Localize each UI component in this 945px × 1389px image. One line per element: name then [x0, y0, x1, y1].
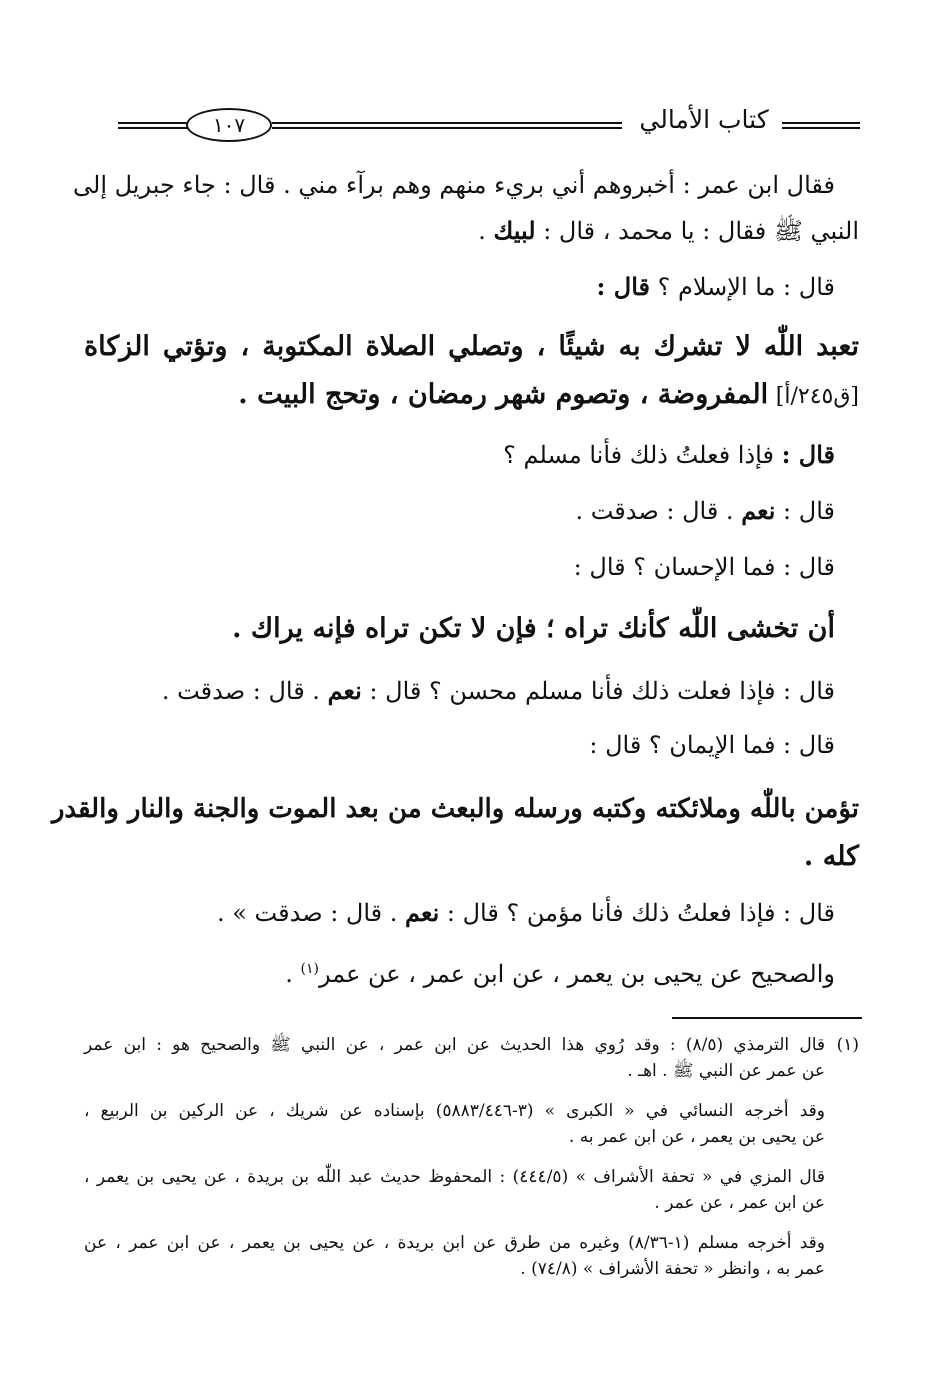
footnote-line-8: عمر به ، وانظر « تحفة الأشراف » (٧٤/٨) . [520, 1259, 825, 1279]
body-line-1: فقال ابن عمر : أخبروهم أني بريء منهم وهم برآء مني . قال : جاء جبريل إلى [73, 171, 835, 199]
footnote-marker: (١) [300, 961, 319, 977]
body-line-9-bold: أن تخشى اللّٰه كأنك تراه ؛ فإن لا تكن تراه فإنه يراك . [232, 613, 835, 644]
body-line-2: النبي ﷺ فقال : يا محمد ، قال : لبيك . [478, 216, 859, 245]
body-line-14: قال : فإذا فعلتُ ذلك فأنا مؤمن ؟ قال : نعم . قال : صدقت » . [216, 898, 835, 927]
footnote-line-7: وقد أخرجه مسلم (١-٨/٣٦) وغيره من طرق عن ابن بريدة ، عن يحيى بن يعمر ، عن ابن عمر ، عن [84, 1233, 825, 1253]
footnote-number: (١) [836, 1035, 859, 1055]
body-line-15: والصحيح عن يحيى بن يعمر ، عن ابن عمر ، عن عمر$^{(١)}$ . [285, 960, 835, 988]
footnote-line-1: قال الترمذي (٨/٥) : وقد رُوي هذا الحديث عن ابن عمر ، عن النبي ﷺ والصحيح هو : ابن عمر [84, 1035, 825, 1055]
body-line-11: قال : فما الإيمان ؟ قال : [589, 731, 835, 759]
body-line-4-bold: تعبد اللّٰه لا تشرك به شيئًا ، وتصلي الصلاة المكتوبة ، وتؤتي الزكاة [84, 331, 859, 362]
footnote-separator [672, 1017, 862, 1019]
footnote-line-4: عن يحيى بن يعمر ، عن ابن عمر به . [568, 1127, 825, 1147]
header-rule-left [118, 122, 188, 129]
running-title: كتاب الأمالي [639, 105, 769, 134]
body-line-7: قال : نعم . قال : صدقت . [575, 496, 835, 525]
manuscript-ref: [ق٢٤٥/أ] [775, 384, 859, 409]
header-rule-right [782, 122, 860, 129]
footnote-line-6: عن ابن عمر ، عن عمر . [654, 1193, 825, 1213]
body-line-3: قال : ما الإسلام ؟ قال : [596, 272, 835, 301]
body-line-13-bold: كله . [803, 841, 859, 872]
header-rule-middle [272, 122, 622, 129]
footnote-line-3: وقد أخرجه النسائي في « الكبرى » (٣-٥٨٨٣/٤٤٦) بإسناده عن شريك ، عن الركين بن الربيع ، [84, 1101, 825, 1121]
body-line-12-bold: تؤمن باللّٰه وملائكته وكتبه ورسله والبعث من بعد الموت والجنة والنار والقدر [51, 794, 859, 824]
body-line-10: قال : فإذا فعلت ذلك فأنا مسلم محسن ؟ قال : نعم . قال : صدقت . [161, 676, 835, 705]
page-number: ١٠٧ [186, 108, 272, 142]
body-line-5: [ق٢٤٥/أ] المفروضة ، وتصوم شهر رمضان ، وتحج البيت . [238, 379, 859, 410]
footnote-line-5: قال المزي في « تحفة الأشراف » (٤٤٤/٥) : المحفوظ حديث عبد اللّٰه بن بريدة ، عن يحيى بن يعمر ، [84, 1167, 825, 1187]
footnote-line-2: عن عمر عن النبي ﷺ . اهـ . [627, 1061, 825, 1081]
body-line-6: قال : فإذا فعلتُ ذلك فأنا مسلم ؟ [503, 440, 835, 469]
body-line-8: قال : فما الإحسان ؟ قال : [573, 553, 835, 581]
